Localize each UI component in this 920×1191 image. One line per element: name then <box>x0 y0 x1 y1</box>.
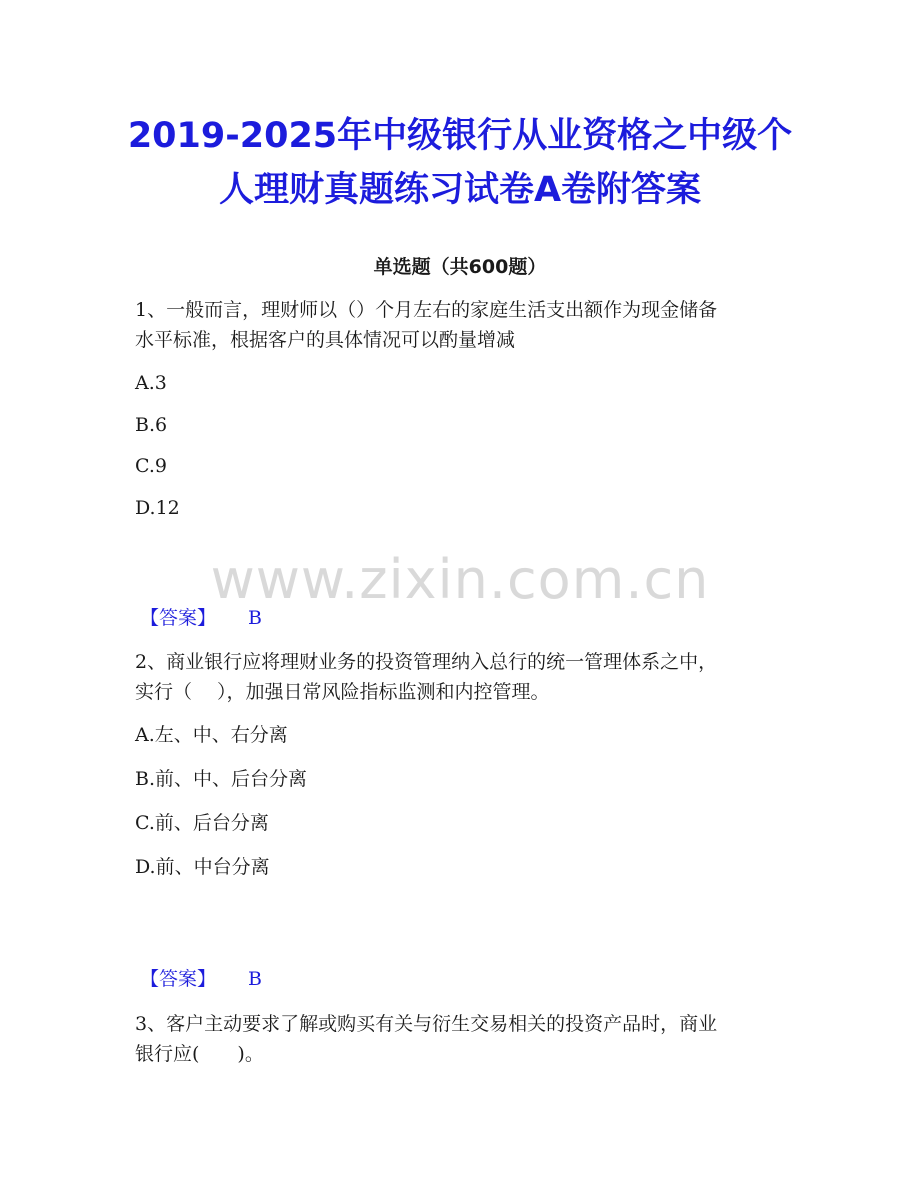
question-2-option-d: D.前、中台分离 <box>135 856 270 878</box>
question-2-answer <box>140 965 262 993</box>
question-3-text-line-1: 3、客户主动要求了解或购买有关与衍生交易相关的投资产品时，商业 <box>135 1013 718 1035</box>
document-title-line-1: 2019-2025年中级银行从业资格之中级个 <box>127 116 793 156</box>
question-1-option-c: C.9 <box>135 455 167 477</box>
question-3-text-line-2: 银行应( )。 <box>135 1043 264 1065</box>
question-2-text-line-1: 2、商业银行应将理财业务的投资管理纳入总行的统一管理体系之中， <box>135 651 718 673</box>
answer-value: B <box>248 968 262 990</box>
answer-label: 【答案】 <box>140 607 217 629</box>
question-2-option-b: B.前、中、后台分离 <box>135 768 308 790</box>
question-1-option-b: B.6 <box>135 414 168 436</box>
question-1-option-a: A.3 <box>135 372 167 394</box>
answer-label: 【答案】 <box>140 968 217 990</box>
question-1-text-line-1: 1、一般而言，理财师以（）个月左右的家庭生活支出额作为现金储备 <box>135 299 718 321</box>
answer-value: B <box>248 607 262 629</box>
question-1-text-line-2: 水平标准，根据客户的具体情况可以酌量增减 <box>135 329 516 351</box>
question-2-option-c: C.前、后台分离 <box>135 812 269 834</box>
question-2-text-line-2: 实行（ ），加强日常风险指标监测和内控管理。 <box>135 681 550 703</box>
section-heading: 单选题（共600题） <box>373 256 547 278</box>
document-title-line-2: 人理财真题练习试卷A卷附答案 <box>218 170 702 210</box>
question-1-option-d: D.12 <box>135 497 180 519</box>
watermark: www.zixin.com.cn <box>210 548 710 611</box>
question-1-answer <box>140 604 262 632</box>
question-2-option-a: A.左、中、右分离 <box>135 724 288 746</box>
